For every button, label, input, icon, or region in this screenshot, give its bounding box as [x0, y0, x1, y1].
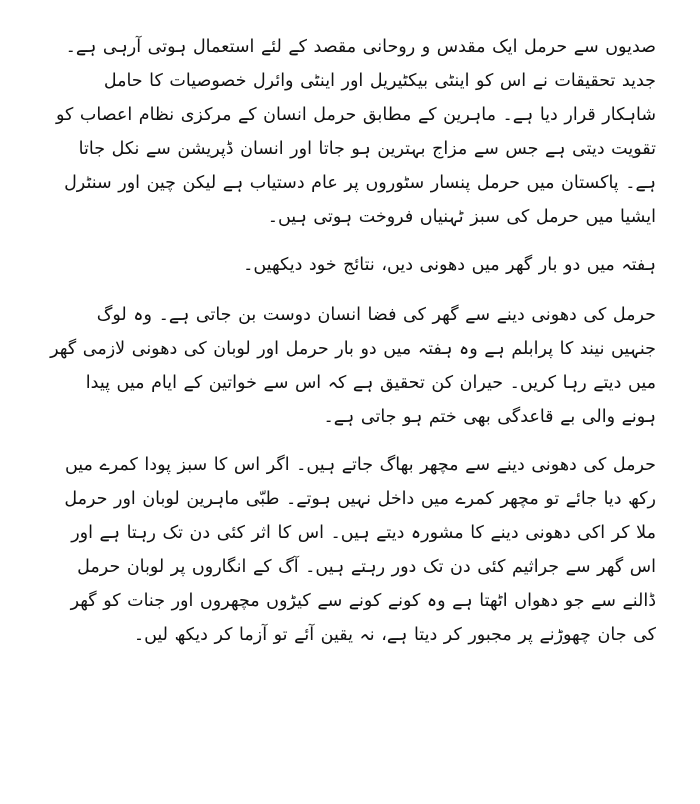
paragraph-mosquitoes: حرمل کی دھونی دینے سے مچھر بھاگ جاتے ہیں۔ اگر اس کا سبز پودا کمرے میں رکھ دیا جائے تو مچھر کمرے میں داخل نہیں ہوتے۔ طبّی ماہرین لوبان اور حرمل ملا کر اکی دھونی دینے کا مشورہ دیتے ہیں۔ اس کا اثر کئی دن تک رہتا ہے اور اس گھر سے جراثیم کئی دن تک دور رہتے ہیں۔ آگ کے انگاروں پر لوبان حرمل ڈالنے سے جو دھواں اٹھتا ہے وہ کونے کونے سے کیڑوں مچھروں اور جنات کو گھر کی جان چھوڑنے پر مجبور کر دیتا ہے، نہ یقین آئے تو آزما کر دیکھ لیں۔ [64, 455, 656, 645]
paragraph-benefits: حرمل کی دھونی دینے سے گھر کی فضا انسان دوست بن جاتی ہے۔ وہ لوگ جنہیں نیند کا پرابلم ہے وہ ہفتہ میں دو بار حرمل اور لوبان کی دھونی لازمی گھر میں دیتے رہا کریں۔ حیران کن تحقیق ہے کہ اس سے خواتین کے ایام میں پیدا ہونے والی بے قاعدگی بھی ختم ہو جاتی ہے۔ [50, 305, 656, 427]
paragraph-intro: صدیوں سے حرمل ایک مقدس و روحانی مقصد کے لئے استعمال ہوتی آرہی ہے۔ جدید تحقیقات نے اس کو اینٹی بیکٹیریل اور اینٹی وائرل خصوصیات کا حامل شاہکار قرار دیا ہے۔ ماہرین کے مطابق حرمل انسان کے مرکزی نظام اعصاب کو تقویت دیتی ہے جس سے مزاج بہترین ہو جاتا اور انسان ڈپریشن سے نکل جاتا ہے۔ پاکستان میں حرمل پنسار سٹوروں پر عام دستیاب ہے لیکن چین اور سنٹرل ایشیا میں حرمل کی سبز ٹہنیاں فروخت ہوتی ہیں۔ [55, 37, 656, 227]
paragraph-tip: ہفتہ میں دو بار گھر میں دھونی دیں، نتائج خود دیکھیں۔ [243, 255, 656, 275]
